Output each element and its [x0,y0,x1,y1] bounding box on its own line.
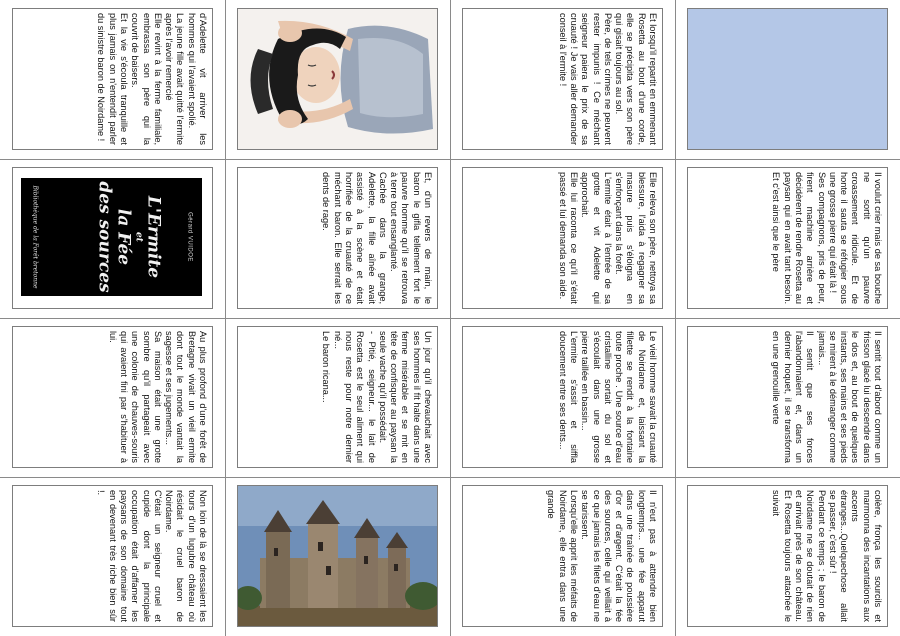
blue-panel [688,9,887,149]
page-r1c2 [450,159,675,318]
page-frame [12,326,213,468]
cover-title: L'Ermite et la Fée des sources [94,181,163,293]
page-frame [687,485,888,627]
page-text: d'Adelette vit arriver les hommes qui l'avaient spolié. La jeune fille avait quitté l'ermite après l'avoir remercié Elle revint à la ferme familiale, embrassa son père qui la couvrit de baisers. Et la vie s'écoula tranquille et plus jamais on n'entendit parler du sinistre baron de Noirdame ! [95,13,208,145]
page-frame [12,485,213,627]
page-text: Et, d'un revers de main, le baron le gifla tellement fort le pauvre homme qu'il se retrouva à terre tout ensanglanté. Cachée dans la grange, Adelette, la fille aînée avait assisté à la scène et était horrifiée de la cruauté de ce méchant baron. Elle serrait les dents de rage. [320,172,433,304]
page-r1c0 [0,159,225,318]
page-r3c2 [450,477,675,636]
page-r0c3 [675,0,900,159]
page-r0c2 [450,0,675,159]
cover-author: Gérard VUIDOE [186,212,192,262]
page-text: Elle releva son père, nettoya sa blessure, l'aida à regagner sa masure puis s'éloigna en s'enfonçant dans la forêt. L'ermite était à l'entrée de sa grotte et vit Adelette qui approchait. Elle lui raconta ce qu'il s'était passé et lui demanda son aide. [557,172,658,304]
page-text: Le vieil homme savait la cruauté de Noirdame et, laissant la fillette se rendit à la fontaine toute proche . Une source d'eau cristalline sortait du sol et s'écoulait dans une grosse pierre taillée en bassin... L'ermite s'assit et siffla doucement entre ses dents... [557,331,658,463]
page-frame [237,8,438,150]
cover-page [12,167,213,309]
page-frame [687,167,888,309]
page-frame [687,326,888,468]
page-text: colère, fronça les sourcils et marmonna des incantations aux accents étranges...Quelquechose allait se passer, c'est sûr ! Pendant ce temps ; le baron de Noirdame ne se doutait de rien et arrivait près de son château. Et Rosetta toujours attachée le suivait [770,490,883,622]
page-frame [12,8,213,150]
page-r1c3 [675,159,900,318]
page-text: Il voulut crier mais de sa bouche ne sortit qu'un pauvre croassement ridicule. Et de honte il sauta se réfugier sous une grosse pierre qui était là ! Ses compagnons, pris de peur, firent machine arrière et décidèrent de rendre Rosetta au paysan qui en avait tant besoin. Et c'est ainsi que le père [770,172,883,304]
book-cover [21,178,202,296]
page-frame [237,326,438,468]
page-frame [462,8,663,150]
page-r2c2 [450,318,675,477]
page-text: Un jour qu'il chevauchait avec ses hommes il fit halte dans une ferme misérable et se mit en tête de confisquer au paysan la seule vache qu'il possédait. - Pitié, seigneur... le lait de Rosetta est le seul aliment qui nous reste pour notre dernier né... Le baron ricana... [320,331,433,463]
page-r3c3 [675,477,900,636]
page-r0c0 [0,0,225,159]
page-r3c1 [225,477,450,636]
castle-illustration [238,486,437,626]
page-frame [462,326,663,468]
cover-subtitle: Bibliothèque de la Forêt bretonne [31,185,38,289]
crying-woman-illustration [238,9,437,149]
page-text: Non loin de là se dressaient les tours d'un lugubre château où résidait le cruel baron de Noirdame. C'était un seigneur cruel et cupide dont la principale occupation était d'affamer les paysans de son domaine tout en devenant très riche bien sûr !. [95,490,208,622]
page-r2c0 [0,318,225,477]
page-frame [237,485,438,627]
page-text: Il sentit tout d'abord comme un frisson glacé lui descendre dans le dos et, au bout de quelques instants, ses mains et ses pieds se mirent à le démanger comme jamais... Il sentit que ses forces l'abandonnaient et, dans un dernier hoquet, il se transforma en une grenouille verte [770,331,883,463]
page-r2c1 [225,318,450,477]
page-text: Il n'eut pas à attendre bien longtemps... une fée apparut dans une traînée de poussière d'or et d'argent. C'était la fée des sources, celle qui veillait à ce que jamais les filets d'eau ne se tarissent. Lorsqu'elle apprit les méfaits de Noirdame, elle entra dans une grande [545,490,658,622]
page-frame [462,167,663,309]
page-r3c0 [0,477,225,636]
page-frame [237,167,438,309]
page-text: Et lorsqu'il repartit en emmenant Rosetta au bout d'une corde, elle se précipita vers son père qui gisait toujours au sol. Père, de tels crimes ne peuvent rester impunis ! Ce méchant seigneur paiera le prix de sa cruauté ! Je vais aller demander conseil à l'ermite ! [557,13,658,145]
page-r0c1 [225,0,450,159]
page-text: Au plus profond d'une forêt de Bretagne vivait un vieil ermite dont tout le monde vantait la sagesse et ses jugements... Sa maison était une grotte sombre qu'il partageait avec une colonie de chauves-souris qui avaient fini par s'habituer à lui. [107,331,208,463]
page-frame [462,485,663,627]
page-r2c3 [675,318,900,477]
page-r1c1 [225,159,450,318]
blank-blue-page [687,8,888,150]
